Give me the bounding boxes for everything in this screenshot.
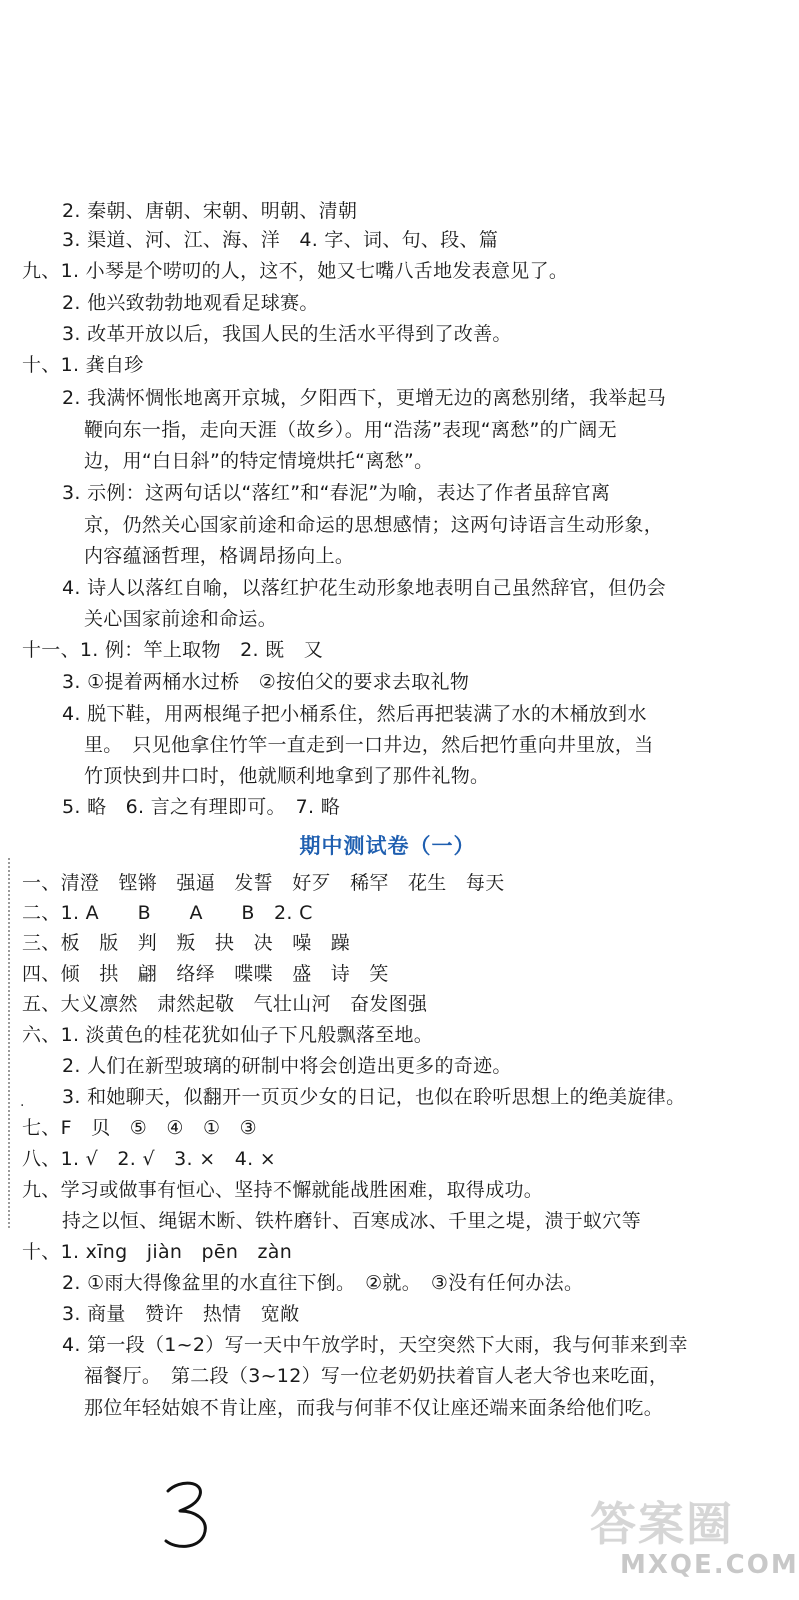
answer-line: 2. 人们在新型玻璃的研制中将会创造出更多的奇迹。 xyxy=(62,1055,512,1077)
answer-line: 4. 脱下鞋，用两根绳子把小桶系住，然后再把装满了水的木桶放到水 xyxy=(62,703,647,725)
answer-line: 持之以恒、绳锯木断、铁杵磨针、百寒成冰、千里之堤，溃于蚁穴等 xyxy=(62,1210,642,1232)
answer-line: 六、1. 淡黄色的桂花犹如仙子下凡般飘落至地。 xyxy=(22,1024,434,1046)
watermark-url: MXQE.COM xyxy=(620,1550,799,1580)
answer-line: 九、学习或做事有恒心、坚持不懈就能战胜困难，取得成功。 xyxy=(22,1179,544,1201)
margin-dot: · xyxy=(20,1098,25,1114)
answer-line: 五、大义凛然 肃然起敬 气壮山河 奋发图强 xyxy=(22,993,428,1015)
answer-line: 十、1. 龚自珍 xyxy=(22,354,144,376)
answer-line: 4. 诗人以落红自喻，以落红护花生动形象地表明自己虽然辞官，但仍会 xyxy=(62,577,667,599)
answer-line: 3. 示例：这两句话以“落红”和“春泥”为喻，表达了作者虽辞官离 xyxy=(62,482,611,504)
answer-line: 3. 商量 赞许 热情 宽敞 xyxy=(62,1303,300,1325)
answer-line: 3. 和她聊天，似翻开一页页少女的日记，也似在聆听思想上的绝美旋律。 xyxy=(62,1086,686,1108)
answer-line: 鞭向东一指，走向天涯（故乡）。用“浩荡”表现“离愁”的广阔无 xyxy=(84,419,617,441)
answer-line: 二、1. A B A B 2. C xyxy=(22,902,313,924)
answer-line: 福餐厅。 第二段（3~12）写一位老奶奶扶着盲人老大爷也来吃面， xyxy=(84,1365,669,1387)
answer-line: 京，仍然关心国家前途和命运的思想感情；这两句诗语言生动形象， xyxy=(84,514,664,536)
answer-line: 内容蕴涵哲理，格调昂扬向上。 xyxy=(84,545,355,567)
answer-line: 3. 渠道、河、江、海、洋 4. 字、词、句、段、篇 xyxy=(62,229,499,251)
answer-line: 2. 我满怀惆怅地离开京城，夕阳西下，更增无边的离愁别绪，我举起马 xyxy=(62,387,667,409)
answer-line: 那位年轻姑娘不肯让座，而我与何菲不仅让座还端来面条给他们吃。 xyxy=(84,1397,664,1419)
answer-line: 2. ①雨大得像盆里的水直往下倒。 ②就。 ③没有任何办法。 xyxy=(62,1272,584,1294)
answer-line: 3. 改革开放以后，我国人民的生活水平得到了改善。 xyxy=(62,323,512,345)
answer-line: 关心国家前途和命运。 xyxy=(84,608,278,630)
answer-line: 一、清澄 铿锵 强逼 发誓 好歹 稀罕 花生 每天 xyxy=(22,872,505,894)
answer-line: 4. 第一段（1~2）写一天中午放学时，天空突然下大雨，我与何菲来到幸 xyxy=(62,1334,688,1356)
answer-line: 三、板 版 判 叛 抉 决 噪 躁 xyxy=(22,932,351,954)
binding-margin-mark xyxy=(8,858,12,1228)
answer-line: 边，用“白日斜”的特定情境烘托“离愁”。 xyxy=(84,450,434,472)
answer-line: 2. 秦朝、唐朝、宋朝、明朝、清朝 xyxy=(62,200,358,222)
watermark-text: 答案圈 xyxy=(590,1497,734,1551)
answer-line: 十、1. xīng jiàn pēn zàn xyxy=(22,1241,293,1263)
watermark-logo xyxy=(590,1488,799,1598)
answer-line: 3. ①提着两桶水过桥 ②按伯父的要求去取礼物 xyxy=(62,671,470,693)
answer-line: 八、1. √ 2. √ 3. × 4. × xyxy=(22,1148,277,1170)
answer-line: 里。 只见他拿住竹竿一直走到一口井边，然后把竹重向井里放，当 xyxy=(84,734,654,756)
answer-line: 九、1. 小琴是个唠叨的人，这不，她又七嘴八舌地发表意见了。 xyxy=(22,260,569,282)
answer-line: 竹顶快到井口时，他就顺利地拿到了那件礼物。 xyxy=(84,765,490,787)
answer-line: 七、F 贝 ⑤ ④ ① ③ xyxy=(22,1117,257,1139)
answer-line: 四、倾 拱 翩 络绎 喋喋 盛 诗 笑 xyxy=(22,963,389,985)
answer-line: 2. 他兴致勃勃地观看足球赛。 xyxy=(62,292,319,314)
section-title: 期中测试卷（一） xyxy=(299,834,476,858)
answer-line: 5. 略 6. 言之有理即可。 7. 略 xyxy=(62,796,341,818)
answer-line: 十一、1. 例：竿上取物 2. 既 又 xyxy=(22,639,324,661)
handwritten-page-number xyxy=(160,1475,220,1555)
